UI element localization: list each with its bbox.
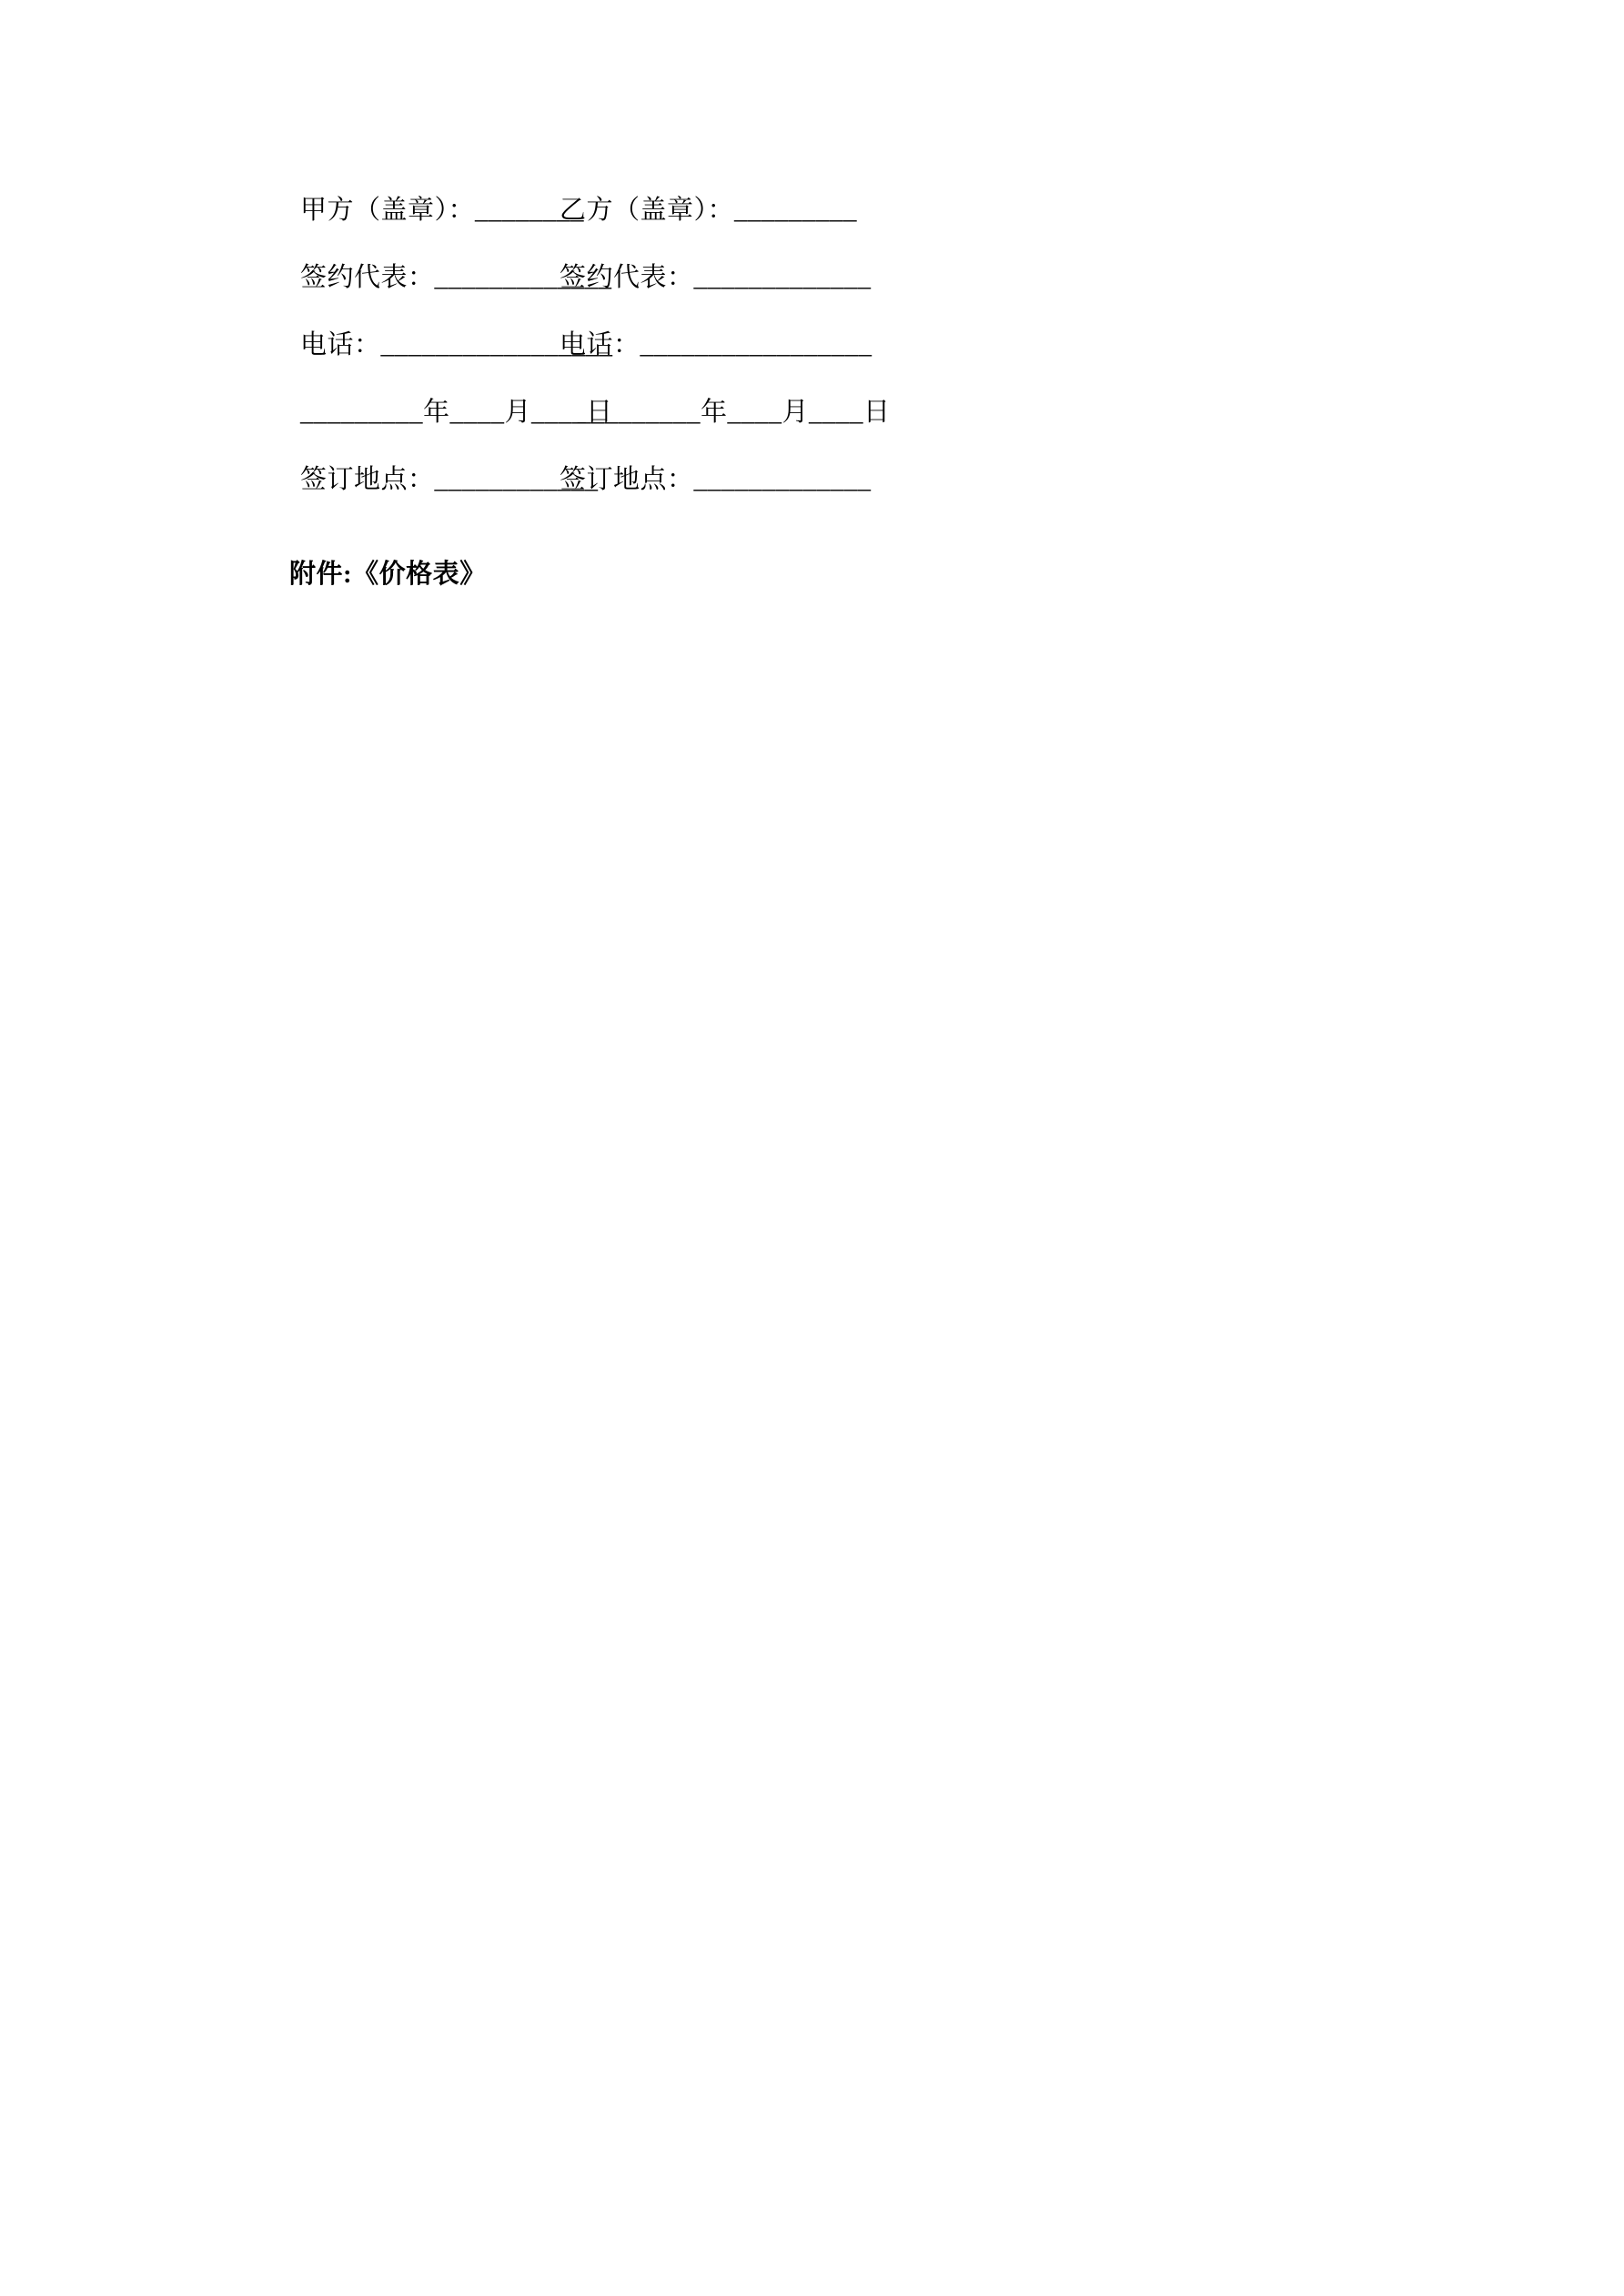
party-a-phone-text: 电话：_________________ bbox=[300, 330, 613, 359]
party-b-seal-text: 乙方（盖章）：_________ bbox=[560, 196, 858, 225]
party-b-phone-text: 电话：_________________ bbox=[560, 330, 873, 359]
attachment-note: 附件:《价格表》 bbox=[289, 560, 487, 589]
party-a-seal-text: 甲方（盖章）：________ bbox=[300, 196, 585, 225]
signature-row-location bbox=[0, 460, 1624, 499]
party-b-date-field bbox=[528, 393, 1347, 431]
party-b-representative-field bbox=[528, 258, 1347, 297]
party-a-representative-field bbox=[0, 258, 612, 297]
party-a-location-text: 签订地点：____________ bbox=[300, 465, 599, 494]
party-a-seal-field bbox=[0, 191, 585, 229]
party-a-representative-text: 签约代表：_____________ bbox=[300, 263, 612, 292]
party-a-date-text: _________年____月____日 bbox=[300, 398, 613, 427]
party-a-phone-field bbox=[0, 326, 613, 364]
signature-row-representative bbox=[0, 258, 1624, 297]
signature-row-date bbox=[0, 393, 1624, 431]
party-b-date-text: _________年____月____日 bbox=[578, 398, 891, 427]
party-a-location-field bbox=[0, 460, 599, 499]
party-b-location-text: 签订地点：_____________ bbox=[560, 465, 872, 494]
signature-block bbox=[0, 191, 1624, 528]
party-b-representative-text: 签约代表：_____________ bbox=[560, 263, 872, 292]
signature-row-phone bbox=[0, 326, 1624, 364]
party-b-seal-field bbox=[528, 191, 1347, 229]
party-b-location-field bbox=[528, 460, 1347, 499]
party-b-phone-field bbox=[528, 326, 1347, 364]
party-a-date-field bbox=[0, 393, 613, 431]
signature-row-party-seal bbox=[0, 191, 1624, 229]
